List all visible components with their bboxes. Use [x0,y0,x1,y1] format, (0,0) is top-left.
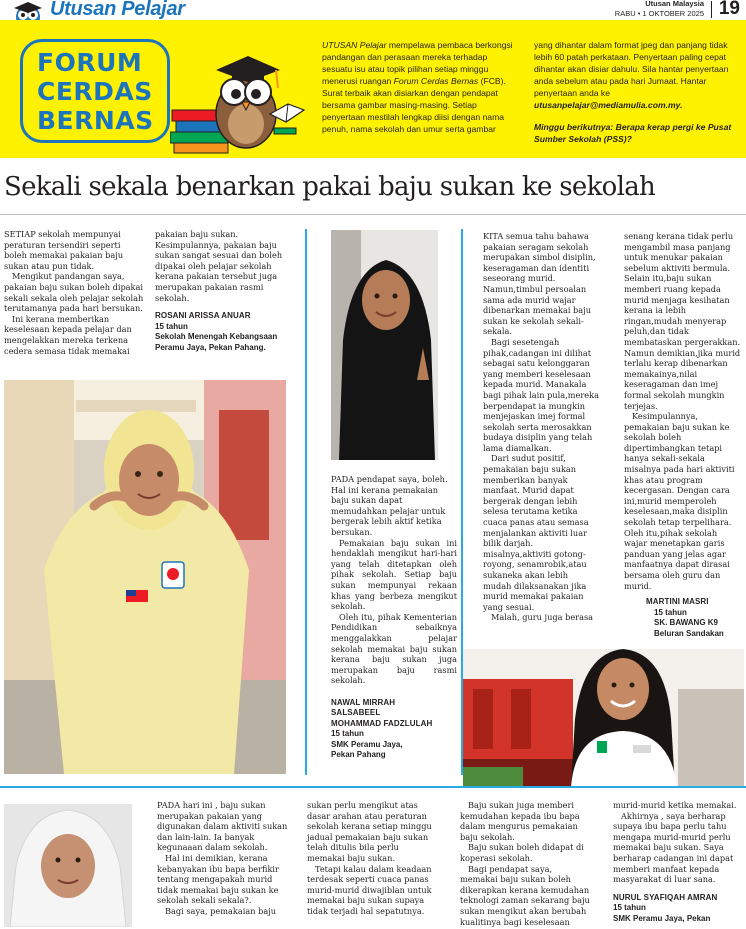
rosani-para-1: SETIAP sekolah mempunyai peraturan tersendiri seperti boleh memakai pakaian baju sukan atau pun tidak. [4,229,124,271]
nurul-letter-col-2 [307,800,438,917]
nurul-para-8: Bagi pendapat saya, memakai baju sukan boleh dikerapkan kerana kemudahan teknologi zaman sekarang baju sukan mengikut akan berubah kualitinya bagi keselesaan [460,863,590,927]
logo-word-cerdas: CERDAS [37,77,153,106]
nawal-para-1: PADA pendapat saya, boleh. Hal ini kerana pemakaian baju sukan dapat memudahkan pelajar untuk bergerak lebih aktif ketika bersukan. [331,474,448,537]
martini-para-5: senang kerana tidak perlu mengambil masa panjang untuk menukar pakaian sebelum aktiviti bermula. Selain itu,baju sukan memberi ruang kepada murid menjaga kesihatan kerana ia lebih ringan,mudah menyerap peluh,dan tidak membataskan pergerakkan. Namun demikian,jika murid terlalu kerap dibenarkan memakainya,nilai keseragaman dan imej formal sekolah mungkin terjejas. [624,231,741,411]
rosani-name: ROSANI ARISSA ANUAR [155,311,251,321]
banner-submission-text [534,39,734,145]
logo-word-bernas: BERNAS [37,106,154,135]
nurul-para-6: Baju sukan juga memberi kemudahan kepada ibu bapa dalam mengurus pemakaian baju sekolah. [460,800,580,842]
submission-email-link[interactable]: utusanpelajar@mediamulia.com.my. [534,100,683,110]
newspaper-name: Utusan Malaysia [645,0,704,8]
rosani-photo [4,380,286,774]
martini-para-6: Kesimpulannya, pemakaian baju sukan ke sekolah boleh dipertimbangkan tetapi hanya sekali-sekala misalnya pada hari aktiviti khas atau program kecergasan. Dengan cara ini,murid memperoleh keselesaan,maka disiplin sekolah tetap terpelihara. Oleh itu,pihak sekolah wajar menetapkan garis panduan yang jelas agar manfaatnya dapat dirasai bersama oleh guru dan murid. [624,411,735,591]
martini-para-3: Dari sudut positif, pemakaian baju sukan memberikan banyak manfaat. Murid dapat bergerak dengan lebih selesa terutama ketika cuaca panas atau semasa menjalankan aktiviti luar bilik darjah. misalnya,aktiviti gotong-royong, senamrobik,atau sukaneka akan lebih mudah dilaksanakan jika murid memakai pakaian yang sesuai. [483,453,589,612]
bottom-section-rule [0,786,746,788]
banner-column-name: Forum Cerdas Bernas [393,76,479,86]
nurul-letter-col-3 [460,800,591,927]
nawal-name-line-3: MOHAMMAD FADZLULAH [331,718,433,728]
rosani-age: 15 tahun [155,321,188,331]
rosani-para-4: pakaian baju sukan. Kesimpulannya, pakaian baju sukan sangat sesuai dan boleh dipakai oleh pelajar sekolah kerana pakaian tersebut juga merupakan pakaian rasmi sekolah. [155,229,283,303]
nurul-letter-col-1 [157,800,288,917]
martini-para-4: Malah, guru juga berasa [491,612,594,623]
nurul-para-10: Akhirnya , saya berharap supaya ibu bapa perlu tahu mengapa murid-murid perlu memakai baju sukan. Saya berharap cadangan ini dapat memberi manfaat kepada masyarakat di luar sana. [613,810,734,885]
nurul-letter-col-4 [613,800,743,924]
column-divider-1 [305,229,307,775]
nurul-school: SMK Peramu Jaya, Pekan [613,913,711,923]
banner-submission-rules: yang dihantar dalam format jpeg dan panjang tidak lebih 60 patah perkataan. Penyertaan paling cepat dihantar akan disiar dahulu. Sila hantar penyertaan anda sebelum atau pada hari Jumaat. Hantar penyertaan anda ke [534,40,729,98]
rosani-signature [155,311,295,353]
martini-letter-col-b [624,231,742,639]
banner-brand: UTUSAN Pelajar [322,40,387,50]
martini-letter-col-a [483,231,599,623]
rosani-school: Sekolah Menengah Kebangsaan Peramu Jaya, Pekan Pahang. [155,332,278,352]
nurul-para-9: murid-murid ketika memakai. [613,800,737,810]
nurul-para-5: Tetapi kalau dalam keadaan terdesak seperti cuaca panas murid-murid diwajiblan untuk memakai baju sukan supaya tidak terjadi hal sepatutnya. [307,863,432,916]
nurul-name: NURUL SYAFIQAH AMRAN [613,892,718,902]
banner-rules: (FCB). Surat terbaik akan disiarkan dengan pendapat bersama gambar masing-masing. Setiap penyertaan mestilah lengkap diisi dengan nama penuh, nama sekolah dan umur serta gambar [322,76,506,134]
masthead-divider [711,1,712,18]
nawal-name-line-2: SALSABEEL [331,708,381,718]
publication-title: Utusan Pelajar [50,0,185,20]
nawal-age: 15 tahun [331,729,364,739]
martini-para-1: KITA semua tahu bahawa pakaian seragam sekolah merupakan simbol disiplin, keseragaman dan identiti seseorang murid. Namun,timbul persoalan sama ada murid wajar dibenarkan memakai baju sukan ke sekolah sekali-sekala. [483,231,596,337]
banner-invitation-text [322,39,516,135]
nawal-letter [331,474,457,761]
nurul-age: 15 tahun [613,903,646,913]
next-week-topic: Minggu berikutnya: Berapa kerap pergi ke Pusat Sumber Sekolah (PSS)? [534,122,732,144]
nurul-signature [613,893,743,925]
issue-date: RABU • 1 OKTOBER 2025 [614,9,704,18]
rosani-para-3: Ini kerana memberikan keselesaan kepada pelajar dan mengelakkan mereka terkena cedera semasa tidak memakai [4,313,132,356]
rosani-letter-col-b [155,229,295,353]
page-number: 19 [718,0,740,19]
nurul-para-1: PADA hari ini , baju sukan merupakan pakaian yang digunakan dalam aktiviti sukan dan lain-lain. Ia banyak kegunaaan dalam sekolah. [157,800,288,853]
nawal-school-line-1: SMK Peramu Jaya, [331,739,403,749]
article-headline: Sekali sekala benarkan pakai baju sukan ke sekolah [4,172,656,202]
forum-banner [0,20,746,158]
martini-photo [463,649,744,787]
martini-age: 15 tahun [654,607,687,617]
nurul-para-3: Bagi saya, pemakaian baju [165,905,277,916]
student-in-white-hijab-image [4,804,132,927]
student-in-black-hijab-image [331,230,438,460]
martini-school-line-1: SK. BAWANG K9 [654,618,719,628]
student-in-yellow-hijab-image [4,380,286,774]
nawal-signature [331,698,457,761]
martini-school-line-2: Beluran Sandakan [654,628,724,638]
forum-cerdas-bernas-logo [20,39,170,143]
rosani-para-2: Mengikut pandangan saya, pakaian baju sukan boleh dipakai sekali sekala oleh pelajar sekolah terutamanya pada hari bersukan. [4,271,144,314]
masthead [0,0,746,20]
nawal-para-3: Oleh itu, pihak Kementerian Pendidikan sebaiknya menggalakkan pelajar sekolah memakai baju sukan kerana baju sukan juga merupakan baju rasmi sekolah. [331,611,457,686]
martini-para-2: Bagi sesetengah pihak,cadangan ini dilihat sebagai satu kelonggaran yang memberi keselesaan kepada murid. Manakala bagi pihak lain pula,mereka berpendapat ia mungkin menjejaskan imej formal sekolah serta merosakkan budaya disiplin yang telah lama diamalkan. [483,336,599,453]
banner-intro: mempelawa pembaca berkongsi pandangan dan perasaan mereka terhadap sesuatu isu atau topik pilihan setiap minggu menerusi ruangan [322,40,513,86]
nawal-para-2: Pemakaian baju sukan ini hendaklah mengikut hari-hari yang telah ditetapkan oleh pihak sekolah. Setiap baju sukan mempunyai rekaan khas yang berbeza mengikut sekolah. [331,537,457,612]
nurul-para-4: sukan perlu mengikut atas dasar arahan atau peraturan sekolah kerana setiap minggu jadual pemakaian baju sukan telah ditulis bila perlu memakai baju sukan. [307,800,432,863]
owl-mascot-with-books-icon [170,44,308,156]
nurul-photo [4,804,132,927]
martini-signature [646,597,742,639]
logo-word-forum: FORUM [37,48,143,77]
nawal-photo [331,230,438,460]
rosani-letter-col-a [4,229,144,356]
student-outside-school-image [463,649,744,787]
headline-rule [0,214,746,215]
nawal-name-line-1: NAWAL MIRRAH [331,697,396,707]
nurul-para-7: Baju sukan boleh didapat di koperasi sekolah. [460,842,584,863]
martini-name: MARTINI MASRI [646,597,709,607]
nurul-para-2: Hal ini demikian, kerana kebanyakan ibu bapa berfikir tentang mengapakah murid tidak memakai baju sukan ke sekolah sekali sekala?. [157,852,279,906]
nawal-school-line-2: Pekan Pahang [331,750,386,760]
